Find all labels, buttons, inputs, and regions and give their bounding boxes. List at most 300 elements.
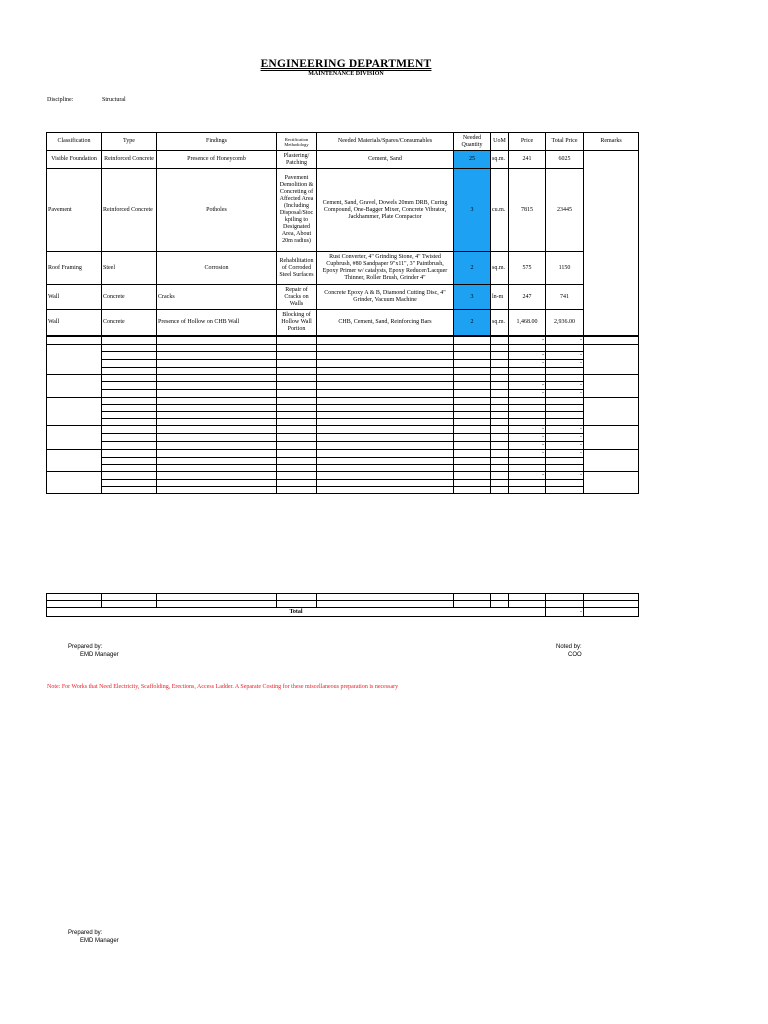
empty-cell — [317, 368, 454, 375]
empty-cell — [491, 601, 509, 608]
empty-cell — [317, 458, 454, 465]
table-row — [47, 285, 639, 310]
blank-row — [47, 352, 639, 360]
empty-cell — [157, 442, 277, 450]
empty-cell — [47, 345, 102, 375]
col-materials: Needed Materials/Spares/Consumables — [317, 133, 454, 151]
empty-cell — [157, 465, 277, 472]
cell-uom: sq.m. — [491, 151, 509, 169]
empty-cell — [509, 594, 546, 601]
empty-cell — [317, 390, 454, 398]
empty-cell — [102, 360, 157, 368]
empty-cell — [491, 375, 509, 382]
empty-cell — [47, 594, 102, 601]
empty-cell — [157, 450, 277, 458]
empty-cell — [157, 487, 277, 494]
blank-row — [47, 345, 639, 352]
cell-findings: Potholes — [157, 169, 277, 252]
cell-total: 2,936.00 — [546, 310, 584, 336]
dash-cell: - — [509, 360, 546, 368]
dash-cell: - — [509, 434, 546, 442]
blank-row — [47, 426, 639, 434]
empty-cell — [47, 375, 102, 398]
empty-cell — [317, 434, 454, 442]
cell-materials: Rust Converter, 4" Grinding Stone, 4" Twisted Cupbrush, #80 Sandpaper 9"x11", 3" Paintbrush, Epoxy Primer w/ catalysts, Epoxy Reducer/Lacquer Thinner, Roller Brush, Grinder 4" — [317, 252, 454, 285]
empty-cell — [546, 412, 584, 419]
empty-cell — [317, 345, 454, 352]
empty-cell — [317, 398, 454, 405]
empty-cell — [454, 601, 491, 608]
empty-cell — [277, 465, 317, 472]
empty-cell — [317, 337, 454, 345]
col-total-price: Total Price — [546, 133, 584, 151]
cell-method: Pavement Demolition & Concreting of Affected Area (Including Disposal/Stoc kpiling to Designated Area, About 20m radius) — [277, 169, 317, 252]
empty-cell — [509, 405, 546, 412]
cell-classification: Visible Foundation — [47, 151, 102, 169]
col-classification: Classification — [47, 133, 102, 151]
empty-cell — [102, 458, 157, 465]
cell-total: 741 — [546, 285, 584, 310]
empty-cell — [102, 450, 157, 458]
empty-cell — [102, 398, 157, 405]
empty-cell — [491, 442, 509, 450]
col-price: Price — [509, 133, 546, 151]
empty-cell — [277, 450, 317, 458]
cell-qty: 2 — [454, 252, 491, 285]
empty-cell — [454, 434, 491, 442]
blank-row — [47, 450, 639, 458]
empty-cell — [102, 487, 157, 494]
cell-findings: Presence of Hollow on CHB Wall — [157, 310, 277, 336]
empty-cell — [454, 368, 491, 375]
dash-cell: - — [509, 472, 546, 480]
empty-cell — [157, 412, 277, 419]
empty-cell — [277, 375, 317, 382]
col-remarks: Remarks — [584, 133, 639, 151]
empty-cell — [491, 472, 509, 480]
blank-row — [47, 390, 639, 398]
empty-cell — [491, 352, 509, 360]
dash-cell: - — [546, 426, 584, 434]
cell-total: 6025 — [546, 151, 584, 169]
empty-cell — [509, 458, 546, 465]
empty-cell — [157, 352, 277, 360]
empty-cell — [47, 472, 102, 494]
empty-cell — [491, 426, 509, 434]
empty-cell — [509, 601, 546, 608]
col-rectification: Rectification Methodology — [277, 133, 317, 151]
empty-cell — [277, 405, 317, 412]
col-uom: UoM — [491, 133, 509, 151]
empty-cell — [509, 345, 546, 352]
dash-cell: - — [509, 382, 546, 390]
noted-by-name: COO — [568, 652, 582, 658]
empty-cell — [454, 375, 491, 382]
blank-row — [47, 405, 639, 412]
cell-findings: Presence of Honeycomb — [157, 151, 277, 169]
empty-cell — [102, 382, 157, 390]
page-subtitle: MAINTENANCE DIVISION — [308, 71, 384, 77]
empty-cell — [157, 594, 277, 601]
blank-row — [47, 375, 639, 382]
empty-cell — [491, 368, 509, 375]
cell-classification: Pavement — [47, 169, 102, 252]
dash-cell: - — [509, 352, 546, 360]
cell-price: 575 — [509, 252, 546, 285]
empty-cell — [509, 419, 546, 426]
empty-cell — [454, 405, 491, 412]
discipline-label: Discipline: — [47, 97, 74, 103]
empty-cell — [102, 426, 157, 434]
empty-cell — [584, 345, 639, 375]
cell-total: 1150 — [546, 252, 584, 285]
dash-cell: - — [546, 390, 584, 398]
cell-remarks — [584, 151, 639, 336]
table-row — [47, 151, 639, 169]
empty-cell — [157, 398, 277, 405]
blank-row — [47, 442, 639, 450]
cell-materials: CHB, Cement, Sand, Reinforcing Bars — [317, 310, 454, 336]
empty-cell — [491, 360, 509, 368]
cell-method: Plastering/ Patching — [277, 151, 317, 169]
empty-cell — [454, 594, 491, 601]
blank-row — [47, 472, 639, 480]
empty-cell — [491, 398, 509, 405]
empty-cell — [102, 375, 157, 382]
cell-classification: Wall — [47, 285, 102, 310]
empty-cell — [454, 345, 491, 352]
empty-cell — [584, 398, 639, 426]
empty-cell — [277, 412, 317, 419]
empty-cell — [546, 419, 584, 426]
cell-findings: Cracks — [157, 285, 277, 310]
empty-cell — [102, 337, 157, 345]
miscellaneous-note: Note: For Works that Need Electricity, Scaffolding, Erections, Access Ladder. A Separate Costing for these miscellaneous preparation is necessary — [47, 684, 399, 690]
cell-materials: Cement, Sand — [317, 151, 454, 169]
empty-cell — [454, 472, 491, 480]
empty-cell — [454, 398, 491, 405]
empty-cell — [317, 487, 454, 494]
empty-cell — [454, 390, 491, 398]
empty-cell — [454, 360, 491, 368]
empty-cell — [509, 487, 546, 494]
empty-cell — [509, 368, 546, 375]
empty-cell — [277, 601, 317, 608]
cell-price: 1,468.00 — [509, 310, 546, 336]
empty-cell — [277, 487, 317, 494]
blank-rows-table — [46, 336, 639, 494]
prepared-by-block — [68, 643, 119, 659]
empty-cell — [47, 601, 102, 608]
empty-cell — [317, 601, 454, 608]
blank-row — [47, 465, 639, 472]
empty-cell — [317, 480, 454, 487]
empty-cell — [157, 405, 277, 412]
empty-cell — [102, 419, 157, 426]
empty-cell — [491, 412, 509, 419]
empty-cell — [546, 601, 584, 608]
blank-row — [47, 382, 639, 390]
empty-cell — [157, 601, 277, 608]
empty-cell — [277, 442, 317, 450]
empty-cell — [277, 382, 317, 390]
empty-cell — [102, 345, 157, 352]
cell-type: Steel — [102, 252, 157, 285]
empty-cell — [509, 412, 546, 419]
empty-cell — [584, 375, 639, 398]
empty-cell — [491, 480, 509, 487]
empty-cell — [47, 398, 102, 426]
cell-classification: Wall — [47, 310, 102, 336]
cell-qty: 2 — [454, 310, 491, 336]
blank-row — [47, 419, 639, 426]
table-row — [47, 252, 639, 285]
blank-row — [47, 368, 639, 375]
empty-cell — [317, 382, 454, 390]
blank-row — [47, 458, 639, 465]
empty-cell — [454, 450, 491, 458]
empty-cell — [509, 375, 546, 382]
blank-row — [47, 360, 639, 368]
empty-cell — [454, 465, 491, 472]
findings-table — [46, 132, 639, 336]
empty-cell — [277, 368, 317, 375]
table-header-row — [47, 133, 639, 151]
col-findings: Findings — [157, 133, 277, 151]
table-row — [47, 601, 639, 608]
dash-cell: - — [509, 337, 546, 345]
dash-cell: - — [546, 442, 584, 450]
empty-cell — [277, 337, 317, 345]
empty-cell — [317, 412, 454, 419]
totals-table — [46, 593, 639, 617]
dash-cell: - — [509, 426, 546, 434]
cell-type: Concrete — [102, 285, 157, 310]
discipline-value: Structural — [102, 97, 126, 103]
footer-prepared-by-block — [68, 929, 119, 945]
empty-cell — [277, 472, 317, 480]
empty-cell — [509, 480, 546, 487]
empty-cell — [546, 398, 584, 405]
empty-cell — [491, 337, 509, 345]
empty-cell — [317, 375, 454, 382]
empty-cell — [102, 405, 157, 412]
empty-cell — [454, 352, 491, 360]
cell-method: Rehabilitation of Corroded Steel Surfaces — [277, 252, 317, 285]
empty-cell — [491, 345, 509, 352]
cell-qty: 25 — [454, 151, 491, 169]
cell-qty: 3 — [454, 169, 491, 252]
empty-cell — [277, 398, 317, 405]
empty-cell — [157, 375, 277, 382]
empty-cell — [102, 465, 157, 472]
col-type: Type — [102, 133, 157, 151]
blank-row — [47, 480, 639, 487]
footer-prepared-by-name: EMD Manager — [80, 938, 119, 944]
empty-cell — [102, 442, 157, 450]
cell-price: 247 — [509, 285, 546, 310]
empty-cell — [509, 398, 546, 405]
empty-cell — [277, 390, 317, 398]
empty-cell — [157, 426, 277, 434]
empty-cell — [546, 465, 584, 472]
blank-row — [47, 337, 639, 345]
empty-cell — [317, 465, 454, 472]
empty-cell — [317, 405, 454, 412]
empty-cell — [454, 382, 491, 390]
empty-cell — [157, 419, 277, 426]
empty-cell — [157, 345, 277, 352]
empty-cell — [317, 419, 454, 426]
cell-method: Blocking of Hollow Wall Portion — [277, 310, 317, 336]
empty-cell — [47, 426, 102, 450]
empty-cell — [317, 426, 454, 434]
dash-cell: - — [546, 352, 584, 360]
empty-cell — [317, 360, 454, 368]
empty-cell — [491, 390, 509, 398]
empty-cell — [454, 426, 491, 434]
cell-type: Concrete — [102, 310, 157, 336]
empty-cell — [157, 480, 277, 487]
total-label: Total — [47, 608, 546, 617]
empty-cell — [317, 442, 454, 450]
empty-cell — [102, 352, 157, 360]
empty-cell — [546, 487, 584, 494]
empty-cell — [317, 450, 454, 458]
noted-by-label: Noted by: — [556, 644, 582, 650]
cell-price: 241 — [509, 151, 546, 169]
empty-cell — [546, 375, 584, 382]
empty-cell — [157, 382, 277, 390]
empty-cell — [102, 390, 157, 398]
empty-cell — [546, 458, 584, 465]
empty-cell — [277, 345, 317, 352]
prepared-by-name: EMD Manager — [80, 652, 119, 658]
dash-cell: - — [546, 337, 584, 345]
empty-cell — [491, 487, 509, 494]
dash-cell: - — [546, 434, 584, 442]
prepared-by-label: Prepared by: — [68, 644, 103, 650]
cell-uom: cu.m. — [491, 169, 509, 252]
blank-row — [47, 487, 639, 494]
empty-cell — [102, 472, 157, 480]
page-title: ENGINEERING DEPARTMENT — [260, 58, 432, 70]
total-value: - — [546, 608, 584, 617]
empty-cell — [454, 487, 491, 494]
blank-row — [47, 434, 639, 442]
empty-cell — [546, 345, 584, 352]
cell-findings: Corrosion — [157, 252, 277, 285]
empty-cell — [157, 472, 277, 480]
empty-cell — [454, 412, 491, 419]
table-row — [47, 310, 639, 336]
empty-cell — [277, 458, 317, 465]
empty-cell — [102, 601, 157, 608]
cell-materials: Cement, Sand, Gravel, Dowels 20mm DRB, Curing Compound, One-Bagger Mixer, Concrete Vibrator, Jackhammer, Plate Compactor — [317, 169, 454, 252]
cell-qty: 3 — [454, 285, 491, 310]
dash-cell: - — [546, 472, 584, 480]
table-row — [47, 594, 639, 601]
cell-price: 7815 — [509, 169, 546, 252]
empty-cell — [157, 458, 277, 465]
empty-cell — [509, 465, 546, 472]
empty-cell — [47, 450, 102, 472]
cell-uom: sq.m. — [491, 252, 509, 285]
empty-cell — [546, 405, 584, 412]
empty-cell — [277, 434, 317, 442]
blank-row — [47, 398, 639, 405]
empty-cell — [454, 337, 491, 345]
empty-cell — [491, 382, 509, 390]
col-quantity: Needed Quantity — [454, 133, 491, 151]
cell-uom: ln-m — [491, 285, 509, 310]
dash-cell: - — [509, 390, 546, 398]
empty-cell — [491, 405, 509, 412]
blank-row — [47, 412, 639, 419]
empty-cell — [491, 419, 509, 426]
empty-cell — [491, 450, 509, 458]
noted-by-block — [556, 643, 582, 659]
empty-cell — [546, 594, 584, 601]
dash-cell: - — [546, 450, 584, 458]
empty-cell — [157, 337, 277, 345]
empty-cell — [277, 480, 317, 487]
cell-uom: sq.m. — [491, 310, 509, 336]
empty-cell — [491, 458, 509, 465]
empty-cell — [491, 465, 509, 472]
empty-cell — [491, 594, 509, 601]
empty-cell — [102, 434, 157, 442]
cell-materials: Concrete Epoxy A & B, Diamond Cutting Disc, 4" Grinder, Vacuum Machine — [317, 285, 454, 310]
empty-cell — [584, 450, 639, 472]
empty-cell — [277, 419, 317, 426]
empty-cell — [157, 368, 277, 375]
empty-cell — [102, 594, 157, 601]
cell-classification: Roof Framing — [47, 252, 102, 285]
cell-method: Repair of Cracks on Walls — [277, 285, 317, 310]
empty-cell — [491, 434, 509, 442]
empty-cell — [277, 352, 317, 360]
empty-cell — [317, 472, 454, 480]
empty-cell — [454, 442, 491, 450]
table-row — [47, 169, 639, 252]
cell-total: 23445 — [546, 169, 584, 252]
empty-cell — [584, 337, 639, 345]
empty-cell — [454, 480, 491, 487]
footer-prepared-by-label: Prepared by: — [68, 930, 103, 936]
empty-cell — [47, 337, 102, 345]
empty-cell — [454, 458, 491, 465]
empty-cell — [102, 368, 157, 375]
cell-type: Reinforced Concrete — [102, 169, 157, 252]
empty-cell — [317, 594, 454, 601]
empty-cell — [102, 412, 157, 419]
empty-cell — [584, 608, 639, 617]
empty-cell — [584, 426, 639, 450]
empty-cell — [584, 472, 639, 494]
empty-cell — [157, 390, 277, 398]
empty-cell — [102, 480, 157, 487]
dash-cell: - — [546, 360, 584, 368]
dash-cell: - — [546, 382, 584, 390]
empty-cell — [546, 368, 584, 375]
empty-cell — [584, 594, 639, 601]
dash-cell: - — [509, 442, 546, 450]
empty-cell — [546, 480, 584, 487]
empty-cell — [277, 426, 317, 434]
empty-cell — [584, 601, 639, 608]
dash-cell: - — [509, 450, 546, 458]
